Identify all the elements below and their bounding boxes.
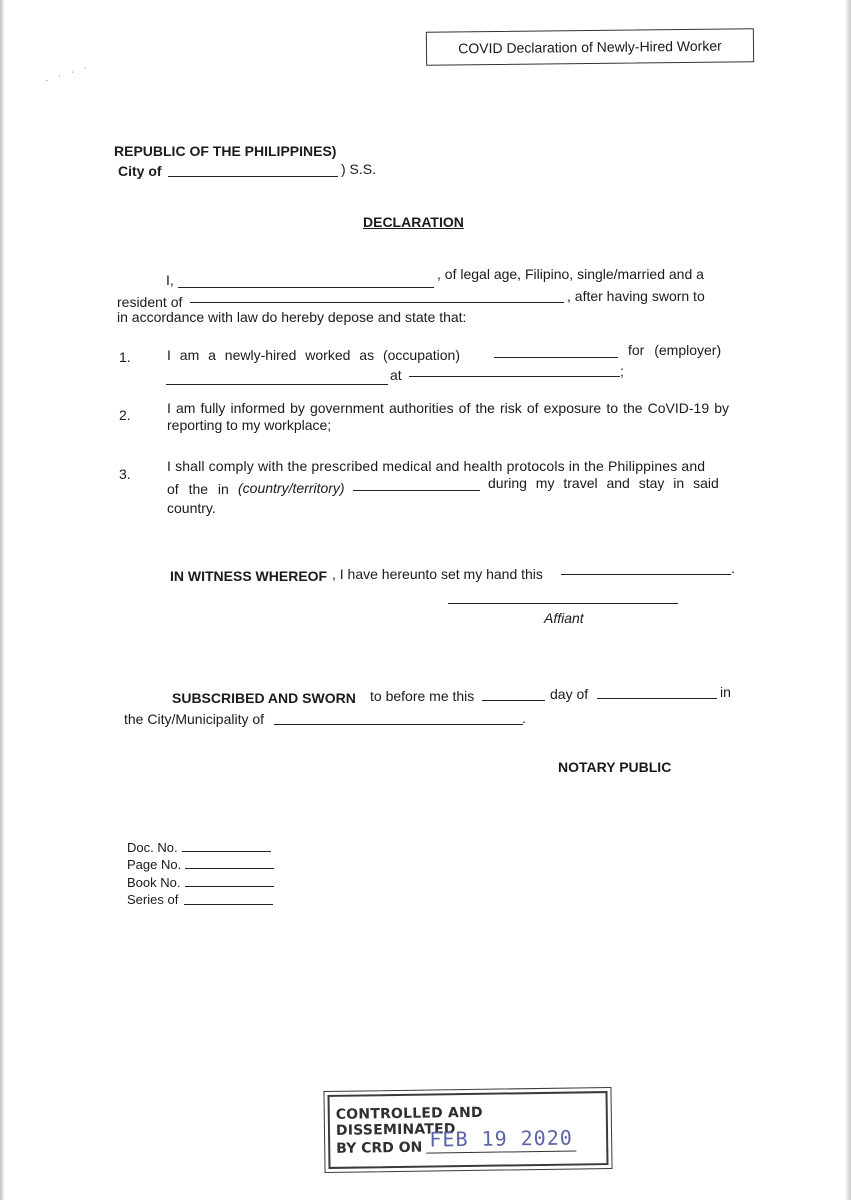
page-left-edge-shadow xyxy=(0,0,4,1200)
stamp-line1: CONTROLLED AND DISSEMINATED xyxy=(335,1104,483,1139)
residence-blank[interactable] xyxy=(190,302,564,303)
registry-book-blank[interactable] xyxy=(185,886,274,887)
country-blank[interactable] xyxy=(353,490,480,491)
form-title-box xyxy=(426,28,754,65)
item1-end: ; xyxy=(620,363,624,379)
registry-doc-blank[interactable] xyxy=(182,851,271,852)
item-number: 2. xyxy=(119,407,131,423)
stamp-date: FEB 19 2020 xyxy=(429,1125,574,1152)
intro-depose: in accordance with law do hereby depose and state that: xyxy=(117,309,467,325)
sworn-day-blank[interactable] xyxy=(482,700,545,701)
registry-label-book: Book No. xyxy=(127,875,181,890)
witness-text: , I have hereunto set my hand this xyxy=(332,566,543,582)
declaration-title: DECLARATION xyxy=(363,214,464,230)
item3-line3: country. xyxy=(167,500,216,516)
registry-label-page: Page No. xyxy=(127,857,182,872)
intro-legal-age: , of legal age, Filipino, single/married and a xyxy=(437,266,704,282)
employer-blank[interactable] xyxy=(166,384,388,385)
witness-end: . xyxy=(731,560,735,576)
witness-bold: IN WITNESS WHEREOF xyxy=(170,568,328,584)
sworn-to-before: to before me this xyxy=(370,688,475,704)
page-right-edge-shadow xyxy=(845,0,851,1200)
notary-public-label: NOTARY PUBLIC xyxy=(558,759,672,775)
affiant-signature-line[interactable] xyxy=(448,603,678,604)
item3-line1: I shall comply with the prescribed medical and health protocols in the Philippines and xyxy=(167,458,706,474)
item1-at-text: at xyxy=(390,367,402,383)
registry-page-blank[interactable] xyxy=(185,868,274,869)
sworn-month-blank[interactable] xyxy=(597,698,717,699)
item2-text: I am fully informed by government authorities of the risk of exposure to the CoVID-19 by reporting to my workplace; xyxy=(167,400,729,433)
registry-label-series: Series of xyxy=(127,892,179,907)
item3-line2b: during my travel and stay in said xyxy=(488,475,719,491)
intro-after-sworn: , after having sworn to xyxy=(567,288,705,304)
item-number: 3. xyxy=(119,466,131,482)
city-label: City of xyxy=(118,163,162,179)
intro-i: I, xyxy=(166,272,174,288)
intro-resident-of: resident of xyxy=(117,294,183,310)
sworn-city-blank[interactable] xyxy=(274,724,523,725)
sworn-bold: SUBSCRIBED AND SWORN xyxy=(172,690,356,706)
registry-series-blank[interactable] xyxy=(184,904,273,905)
employer-location-blank[interactable] xyxy=(409,376,620,377)
stamp-line2: BY CRD ON xyxy=(336,1139,423,1157)
occupation-blank[interactable] xyxy=(494,357,618,358)
sworn-end: . xyxy=(522,710,526,726)
affiant-label: Affiant xyxy=(544,610,584,626)
scan-specks: · · · · xyxy=(43,60,92,86)
form-title: COVID Declaration of Newly-Hired Worker xyxy=(458,37,722,57)
republic-heading: REPUBLIC OF THE PHILIPPINES) xyxy=(114,143,337,159)
item-number: 1. xyxy=(119,349,131,365)
item3-line2a: of the in xyxy=(167,481,229,497)
ss-label: ) S.S. xyxy=(341,161,377,177)
item1-employer-text: for (employer) xyxy=(628,342,722,358)
city-blank[interactable] xyxy=(168,176,338,177)
item1-occupation-text: I am a newly-hired worked as (occupation) xyxy=(167,347,461,363)
witness-date-blank[interactable] xyxy=(561,574,731,575)
sworn-in: in xyxy=(720,684,731,700)
item3-country-italic: (country/territory) xyxy=(238,480,345,496)
controlled-dissemination-stamp xyxy=(327,1091,608,1169)
sworn-day-of: day of xyxy=(550,686,589,702)
name-blank[interactable] xyxy=(178,287,434,288)
registry-label-doc: Doc. No. xyxy=(127,840,178,855)
sworn-city-muni: the City/Municipality of xyxy=(124,711,265,727)
